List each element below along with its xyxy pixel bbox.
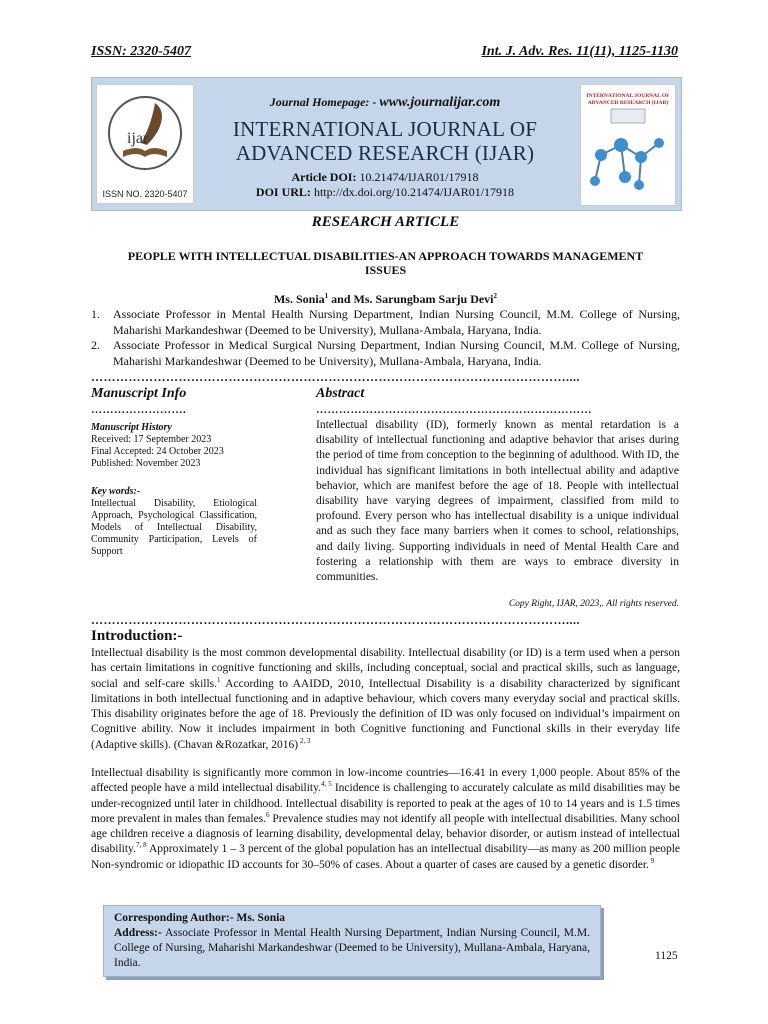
keywords-text: Intellectual Disability, Etiological Approach, Psychological Classification, Models of Intellectual Disability, Community Participation, Levels of Support	[91, 498, 257, 557]
manuscript-underline: …………………….	[91, 404, 187, 416]
published-date: Published: November 2023	[91, 458, 201, 469]
separator-top: ……………………………………………………………………………………………………....	[91, 370, 580, 384]
abstract-heading: Abstract	[316, 386, 365, 401]
accepted-date: Final Accepted: 24 October 2023	[91, 446, 224, 457]
manuscript-info	[91, 386, 257, 558]
citation-text: Int. J. Adv. Res. 11(11), 1125-1130	[481, 44, 678, 59]
abstract-section	[316, 386, 679, 585]
article-doi: 10.21474/IJAR01/17918	[359, 170, 479, 184]
corresponding-address: Address:- Associate Professor in Mental Health Nursing Department, Indian Nursing Council, M.M. College of Nursing, Maharishi Markandeshwar (Deemed to be University), Mullana-Ambala, Haryana, India.	[114, 927, 590, 969]
intro-paragraph-2: Intellectual disability is significantly more common in low-income countries—16.41 in every 1,000 people. About 85% of the affected people have a mild intellectual disability.$^{4, 5}$ Incidence is challenging to accurately calculate as mild disabilities may be under-recognized until later in childhood. Intellectual disability is reported to peak at the ages of 10 to 14 years and is 1.5 times more prevalent in males than females.$^6$ Prevalence studies may not identify all people with intellectual disabilities. Many school age children receive a diagnosis of learning disability, developmental delay, behavior disorder, or autism instead of intellectual disability.$^{7, 8}$ Approximately 1 – 3 percent of the global population has an intellectual disability—as many as 200 million people Non-syndromic or idiopathic ID accounts for 30–50% of cases. About a quarter of cases are caused by a genetic disorder. $^9$	[91, 767, 681, 871]
affiliation-item: 2. Associate Professor in Medical Surgical Nursing Department, Indian Nursing Council, M.M. College of Nursing, Maharishi Markandeshwar (Deemed to be University), Mullana-Ambala, Haryana, India.	[91, 338, 680, 368]
affiliations	[91, 307, 680, 369]
intro-paragraph-1: Intellectual disability is the most common developmental disability. Intellectual disability (or ID) is a term used when a person has certain limitations in cognitive functioning and skills, including conceptual, social and practical skills, such as language, social and self-care skills.$^1$ According to AAIDD, 2010, Intellectual Disability is a disability characterized by significant limitations in both intellectual functioning and in adaptive behaviour, which covers many everyday social and practical skills. This disability originates before the age of 18. Previously the definition of ID was only focused on individual’s impairment on Cognitive ability. Now it includes impairment in both Cognitive functioning and Functional skills in their everyday life (Adaptive skills). (Chavan &Rozatkar, 2016) $^{2, 3}$	[91, 647, 680, 751]
abstract-text: Intellectual disability (ID), formerly known as mental retardation is a disability of intellectual functioning and adaptive behavior that arises during the period of time from conception to the beginning of adulthood. With ID, the individual has significant limitations in both intellectual ability and adaptive behavior, which are manifest before the age of 18. People with intellectual disability have varying degrees of impairment, classified from mild to profound. Every person who has intellectual disability is a unique individual and as such they face many barriers when it comes to school, relationships, and daily living. Supporting individuals in need of Mental Health Care and fostering a relationship with them are ways to embrace diversity in communities.	[316, 419, 679, 584]
separator-bottom: ……………………………………………………………………………………………………....	[91, 613, 580, 627]
homepage-label: Journal Homepage: -	[269, 95, 377, 109]
journal-homepage	[200, 95, 570, 111]
authors-line: Ms. Sonia$^1$ and Ms. Sarungbam Sarju Devi$^2$	[273, 292, 498, 306]
article-type: RESEARCH ARTICLE	[311, 214, 460, 230]
manuscript-info-heading: Manuscript Info	[91, 386, 187, 401]
affiliation-item: 1. Associate Professor in Mental Health Nursing Department, Indian Nursing Council, M.M. College of Nursing, Maharishi Markandeshwar (Deemed to be University), Mullana-Ambala, Haryana, India.	[91, 307, 680, 337]
journal-title	[200, 117, 570, 165]
corresponding-author-box	[103, 905, 601, 977]
issn-text: ISSN: 2320-5407	[91, 44, 191, 59]
copyright-note: Copy Right, IJAR, 2023,. All rights reserved.	[508, 599, 679, 609]
quill-logo-icon	[97, 85, 193, 203]
journal-logo-left	[96, 84, 194, 204]
received-date: Received: 17 September 2023	[91, 434, 212, 445]
article-doi-label: Article DOI:	[291, 170, 357, 184]
abstract-underline: ………………………………………………………………	[316, 404, 592, 416]
corresponding-author-label: Corresponding Author:- Ms. Sonia	[114, 912, 286, 924]
journal-title-line1: INTERNATIONAL JOURNAL OF	[232, 117, 538, 141]
article-title: PEOPLE WITH INTELLECTUAL DISABILITIES-AN APPROACH TOWARDS MANAGEMENT ISSUES	[127, 249, 644, 277]
svg-text:INTERNATIONAL JOURNAL OF: INTERNATIONAL JOURNAL OF	[586, 93, 670, 99]
keywords-label: Key words:-	[91, 486, 141, 497]
svg-text:ijar: ijar	[127, 130, 149, 147]
svg-text:ADVANCED RESEARCH (IJAR): ADVANCED RESEARCH (IJAR)	[587, 100, 669, 106]
journal-title-line2: ADVANCED RESEARCH (IJAR)	[235, 141, 535, 165]
page-number: 1125	[655, 950, 678, 962]
doi-url-link[interactable]: http://dx.doi.org/10.21474/IJAR01/17918	[313, 185, 515, 199]
homepage-link[interactable]: www.journalijar.com	[379, 95, 501, 110]
history-label: Manuscript History	[91, 422, 172, 433]
doi-block	[200, 170, 570, 200]
molecule-cover-icon	[581, 85, 675, 205]
journal-cover-right	[580, 84, 676, 206]
svg-text:ISSN NO. 2320-5407: ISSN NO. 2320-5407	[102, 189, 188, 199]
introduction-heading: Introduction:-	[91, 628, 183, 644]
doi-url-label: DOI URL:	[255, 185, 311, 199]
running-header	[91, 44, 678, 60]
